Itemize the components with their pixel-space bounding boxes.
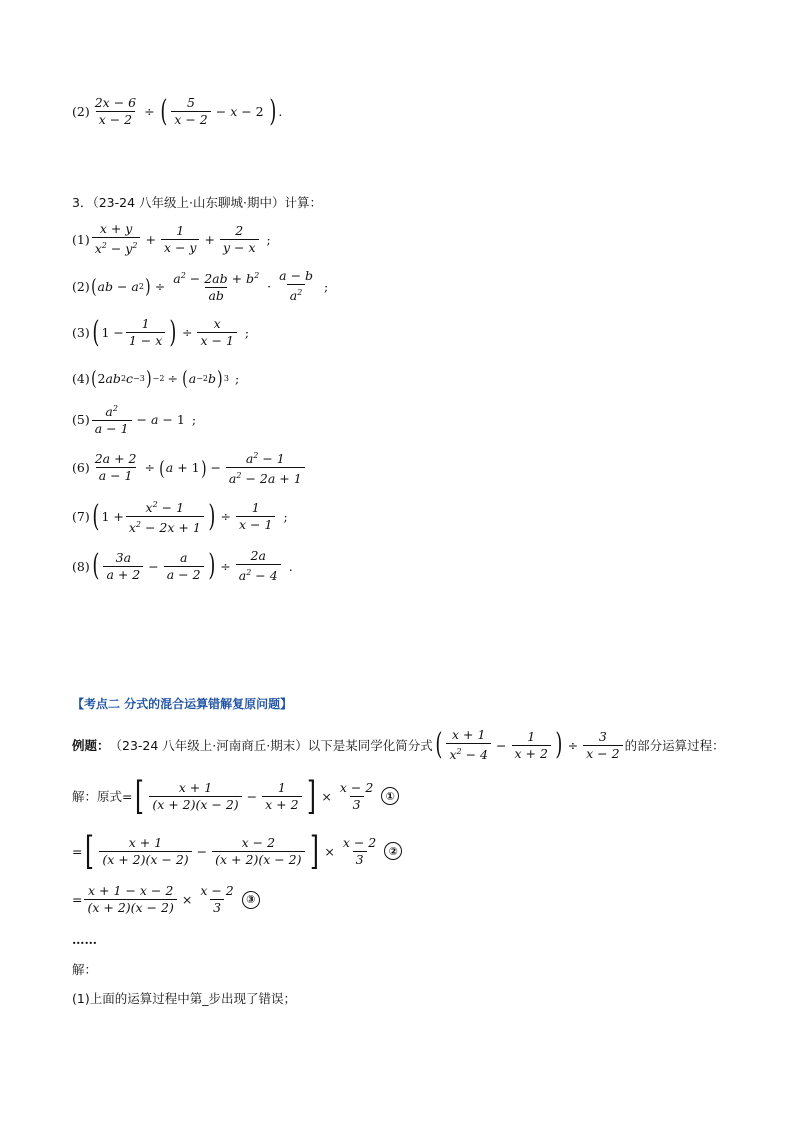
example-source: （23-24 八年级上·河南商丘·期末）以下是某同学化简分式 xyxy=(109,738,433,754)
fraction: $\frac{x}{x - 1}$ xyxy=(197,317,236,348)
fraction: $\frac{x + y}{x^2 - y^2}$ xyxy=(92,222,141,256)
expression-5: (5) $\frac{a^2}{a - 1}$ − a − 1 ; xyxy=(72,404,197,437)
expression-1: (1) $\frac{x + y}{x^2 - y^2}$ + $\frac{1}{x - y}$ + $\frac{2}{y - x}$ ; xyxy=(72,221,271,257)
expression-7: (7) ( 1 + $\frac{x^2 - 1}{x^2 - 2x + 1}$ ) ÷ $\frac{1}{x - 1}$ ; xyxy=(72,498,288,536)
fraction: $\frac{a - b}{a^2}$ xyxy=(279,268,314,304)
fraction: $\frac{x - 2}{3}$ xyxy=(200,883,234,915)
fraction: $\frac{a^2 - 2ab + b^2}{ab}$ xyxy=(173,271,260,304)
question-3-title: 3．（23-24 八年级上·山东聊城·期中）计算： xyxy=(72,195,322,210)
expression-3: (3) ( 1 − $\frac{1}{1 - x}$ ) ÷ $\frac{x}{x - 1}$ ; xyxy=(72,314,250,350)
example-label: 例题： xyxy=(72,738,110,754)
section-heading: 【考点二 分式的混合运算错解复原问题】 xyxy=(72,697,293,711)
fraction: $\frac{x + 1}{(x + 2)(x - 2)}$ xyxy=(99,836,191,867)
fraction: $\frac{a^2}{a - 1}$ xyxy=(92,402,132,436)
fraction: $\frac{x + 1}{(x + 2)(x - 2)}$ xyxy=(149,781,241,812)
fraction: $\frac{x^2 - 1}{x^2 - 2x + 1}$ xyxy=(126,498,204,535)
fraction: $\frac{a^2 - 1}{a^2 - 2a + 1}$ xyxy=(226,449,305,486)
fraction: $\frac{1}{x + 2}$ xyxy=(512,730,551,761)
example-tail: 的部分运算过程： xyxy=(624,738,725,754)
step-marker-3: ③ xyxy=(242,891,260,909)
fraction: $\frac{3a}{a + 2}$ xyxy=(103,551,143,582)
fraction: $\frac{2}{y - x}$ xyxy=(220,224,259,255)
expression-6: (6) $\frac{2a + 2}{a - 1}$ ÷ ( a + 1 ) − $\frac{a^2 - 1}{a^2 - 2a + 1}$ xyxy=(72,449,307,486)
fraction: $\frac{x - 2}{3}$ xyxy=(339,779,374,812)
solution-intro: 解：原式= xyxy=(72,789,133,804)
expression-p2: (2) $\frac{2x - 6}{x - 2}$ ÷ ( $\frac{5}{x - 2}$ − x − 2 ) . xyxy=(72,93,283,129)
fraction: $\frac{2a + 2}{a - 1}$ xyxy=(94,451,137,484)
item-label: (2) xyxy=(72,104,90,119)
fraction: $\frac{2a}{a^2 - 4}$ xyxy=(236,549,281,583)
fraction: $\frac{3}{x - 2}$ xyxy=(583,730,622,761)
solution-step-2: = [ $\frac{x + 1}{(x + 2)(x - 2)}$ − $\frac{x - 2}{(x + 2)(x - 2)}$ ] × $\frac{x - 2}{3}$ ② xyxy=(72,832,402,870)
fraction: $\frac{5}{x - 2}$ xyxy=(171,96,210,127)
fraction: $\frac{2x - 6}{x - 2}$ xyxy=(94,95,137,127)
expression-2: (2) ( ab − a 2 ) ÷ $\frac{a^2 - 2ab + b^2}{ab}$ · $\frac{a - b}{a^2}$ ; xyxy=(72,268,329,304)
example-line: 例题： （23-24 八年级上·河南商丘·期末）以下是某同学化简分式 ( $\frac{x + 1}{x^2 - 4}$ − $\frac{1}{x + 2}$ ) ÷ $\frac{3}{x - 2}$ 的部分运算过程： xyxy=(72,727,725,763)
expression-4: (4) ( 2 ab 2 c −3 ) −2 ÷ ( a −2 b ) 3 ; xyxy=(72,366,240,390)
fraction: $\frac{x + 1 - x - 2}{(x + 2)(x - 2)}$ xyxy=(84,884,176,915)
fraction: $\frac{a}{a - 2}$ xyxy=(164,551,204,582)
ellipsis: …… xyxy=(72,932,97,947)
fraction: $\frac{1}{1 - x}$ xyxy=(126,317,165,348)
fraction: $\frac{x - 2}{(x + 2)(x - 2)}$ xyxy=(212,836,304,867)
fraction: $\frac{x - 2}{3}$ xyxy=(342,834,377,867)
solution-step-3: = $\frac{x + 1 - x - 2}{(x + 2)(x - 2)}$ × $\frac{x - 2}{3}$ ③ xyxy=(72,884,260,915)
expression-8: (8) ( $\frac{3a}{a + 2}$ − $\frac{a}{a - 2}$ ) ÷ $\frac{2a}{a^2 - 4}$ . xyxy=(72,548,293,584)
solution-step-1: 解：原式= [ $\frac{x + 1}{(x + 2)(x - 2)}$ − $\frac{1}{x + 2}$ ] × $\frac{x - 2}{3}$ ① xyxy=(72,777,399,815)
fraction: $\frac{x + 1}{x^2 - 4}$ xyxy=(446,728,491,762)
question-1-text: (1)上面的运算过程中第_步出现了错误； xyxy=(72,991,296,1006)
fraction: $\frac{1}{x + 2}$ xyxy=(262,781,301,812)
fraction: $\frac{1}{x - 1}$ xyxy=(236,501,275,532)
fraction: $\frac{1}{x - y}$ xyxy=(161,224,200,255)
step-marker-1: ① xyxy=(381,787,399,805)
answer-label: 解： xyxy=(72,962,98,977)
step-marker-2: ② xyxy=(384,842,402,860)
